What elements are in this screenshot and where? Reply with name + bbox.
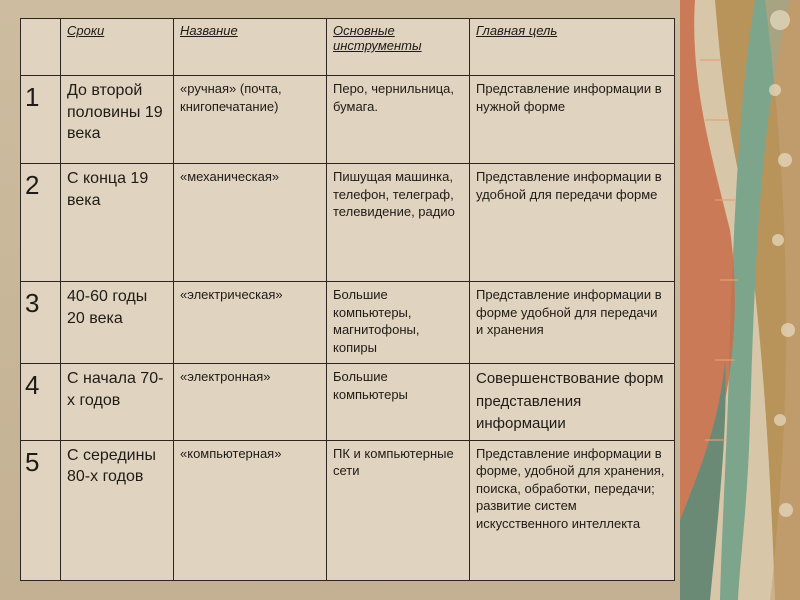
table-header-row [21,19,675,76]
header-name: Название [174,19,327,76]
row-goal: Представление информации в удобной для передачи форме [470,164,675,282]
table-row [21,76,675,164]
row-goal: Представление информации в нужной форме [470,76,675,164]
table-row [21,282,675,364]
eras-table-container [20,18,674,578]
header-period: Сроки [61,19,174,76]
table-row [21,364,675,441]
row-goal: Представление информации в форме, удобной для хранения, поиска, обработки, передачи; развитие систем искусственного интеллекта [470,440,675,580]
header-tools: Основные инструменты [327,19,470,76]
row-name: «ручная» (почта, книгопечатание) [174,76,327,164]
row-number: 4 [21,364,61,441]
row-tools: ПК и компьютерные сети [327,440,470,580]
decorative-border [680,0,800,600]
information-technology-eras-table [20,18,675,581]
table-row [21,440,675,580]
header-number [21,19,61,76]
row-name: «механическая» [174,164,327,282]
row-period: До второй половины 19 века [61,76,174,164]
row-goal: Представление информации в форме удобной для передачи и хранения [470,282,675,364]
row-number: 2 [21,164,61,282]
row-tools: Большие компьютеры [327,364,470,441]
row-name: «компьютерная» [174,440,327,580]
row-tools: Пишущая машинка, телефон, телеграф, телевидение, радио [327,164,470,282]
row-goal: Совершенствование форм представления информации [470,364,675,441]
table-row [21,164,675,282]
row-number: 3 [21,282,61,364]
row-number: 5 [21,440,61,580]
row-tools: Большие компьютеры, магнитофоны, копиры [327,282,470,364]
row-tools: Перо, чернильница, бумага. [327,76,470,164]
row-period: 40-60 годы 20 века [61,282,174,364]
row-name: «электронная» [174,364,327,441]
row-period: С конца 19 века [61,164,174,282]
row-number: 1 [21,76,61,164]
row-period: С начала 70-х годов [61,364,174,441]
row-period: С середины 80-х годов [61,440,174,580]
header-goal: Главная цель [470,19,675,76]
row-name: «электрическая» [174,282,327,364]
